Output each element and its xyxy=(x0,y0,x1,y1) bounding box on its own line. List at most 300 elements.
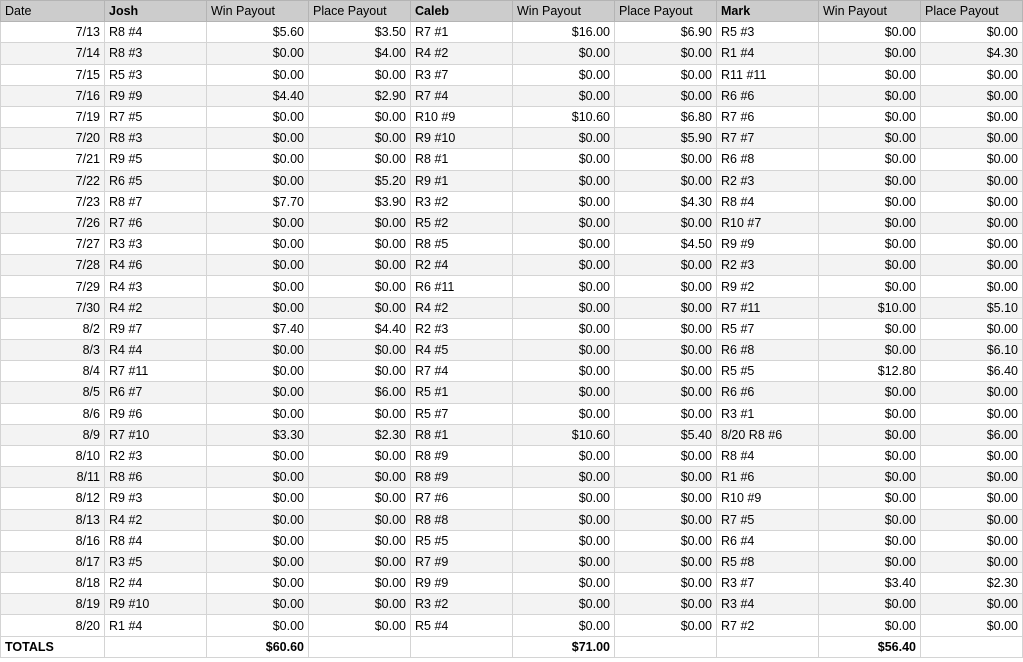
cell-date[interactable]: 7/20 xyxy=(1,128,105,149)
cell-mark-win[interactable]: $3.40 xyxy=(819,573,921,594)
cell-josh-pick[interactable]: R4 #2 xyxy=(105,297,207,318)
cell-mark-win[interactable]: $0.00 xyxy=(819,488,921,509)
cell-josh-win[interactable]: $0.00 xyxy=(207,43,309,64)
cell-josh-win[interactable]: $0.00 xyxy=(207,128,309,149)
cell-caleb-pick[interactable]: R3 #2 xyxy=(411,594,513,615)
cell-mark-pick[interactable]: R11 #11 xyxy=(717,64,819,85)
cell-mark-pick[interactable]: R7 #7 xyxy=(717,128,819,149)
cell-date[interactable]: 7/28 xyxy=(1,255,105,276)
cell-josh-win[interactable]: $3.30 xyxy=(207,424,309,445)
cell-caleb-pick[interactable]: R5 #7 xyxy=(411,403,513,424)
cell-josh-pick[interactable]: R4 #2 xyxy=(105,509,207,530)
cell-josh-win[interactable]: $0.00 xyxy=(207,530,309,551)
cell-mark-win[interactable]: $10.00 xyxy=(819,297,921,318)
cell-mark-pick[interactable]: R9 #2 xyxy=(717,276,819,297)
cell-caleb-pick[interactable]: R8 #1 xyxy=(411,424,513,445)
header-caleb-win[interactable]: Win Payout xyxy=(513,1,615,22)
cell-caleb-pick[interactable]: R7 #4 xyxy=(411,361,513,382)
cell-caleb-win[interactable]: $0.00 xyxy=(513,509,615,530)
cell-caleb-pick[interactable]: R2 #3 xyxy=(411,318,513,339)
cell-josh-place[interactable]: $0.00 xyxy=(309,403,411,424)
cell-josh-win[interactable]: $0.00 xyxy=(207,361,309,382)
cell-mark-pick[interactable]: R6 #8 xyxy=(717,149,819,170)
header-caleb-place[interactable]: Place Payout xyxy=(615,1,717,22)
cell-josh-place[interactable]: $4.40 xyxy=(309,318,411,339)
cell-date[interactable]: 7/14 xyxy=(1,43,105,64)
cell-josh-win[interactable]: $0.00 xyxy=(207,467,309,488)
cell-caleb-pick[interactable]: R5 #2 xyxy=(411,212,513,233)
cell-caleb-place[interactable]: $0.00 xyxy=(615,318,717,339)
cell-date[interactable]: 8/13 xyxy=(1,509,105,530)
cell-mark-win[interactable]: $0.00 xyxy=(819,551,921,572)
cell-josh-win[interactable]: $0.00 xyxy=(207,594,309,615)
cell-mark-pick[interactable]: R8 #4 xyxy=(717,191,819,212)
cell-josh-win[interactable]: $0.00 xyxy=(207,488,309,509)
cell-date[interactable]: 7/29 xyxy=(1,276,105,297)
cell-caleb-pick[interactable]: R10 #9 xyxy=(411,106,513,127)
cell-josh-win[interactable]: $0.00 xyxy=(207,234,309,255)
cell-mark-win[interactable]: $0.00 xyxy=(819,170,921,191)
cell-caleb-win[interactable]: $10.60 xyxy=(513,106,615,127)
cell-josh-place[interactable]: $0.00 xyxy=(309,234,411,255)
cell-josh-pick[interactable]: R2 #4 xyxy=(105,573,207,594)
cell-josh-place[interactable]: $3.50 xyxy=(309,22,411,43)
cell-caleb-place[interactable]: $6.80 xyxy=(615,106,717,127)
cell-mark-pick[interactable]: R6 #8 xyxy=(717,340,819,361)
cell-caleb-place[interactable]: $0.00 xyxy=(615,445,717,466)
totals-josh-place[interactable] xyxy=(309,636,411,657)
cell-josh-pick[interactable]: R9 #9 xyxy=(105,85,207,106)
cell-mark-win[interactable]: $0.00 xyxy=(819,106,921,127)
cell-caleb-pick[interactable]: R8 #5 xyxy=(411,234,513,255)
cell-josh-place[interactable]: $0.00 xyxy=(309,551,411,572)
cell-mark-pick[interactable]: R8 #4 xyxy=(717,445,819,466)
cell-caleb-win[interactable]: $0.00 xyxy=(513,234,615,255)
cell-mark-pick[interactable]: R9 #9 xyxy=(717,234,819,255)
cell-mark-win[interactable]: $0.00 xyxy=(819,128,921,149)
cell-caleb-win[interactable]: $0.00 xyxy=(513,255,615,276)
cell-josh-win[interactable]: $4.40 xyxy=(207,85,309,106)
cell-josh-place[interactable]: $0.00 xyxy=(309,255,411,276)
cell-caleb-pick[interactable]: R8 #1 xyxy=(411,149,513,170)
cell-josh-pick[interactable]: R8 #4 xyxy=(105,530,207,551)
cell-caleb-pick[interactable]: R8 #8 xyxy=(411,509,513,530)
cell-josh-win[interactable]: $0.00 xyxy=(207,276,309,297)
cell-mark-win[interactable]: $0.00 xyxy=(819,212,921,233)
cell-josh-place[interactable]: $5.20 xyxy=(309,170,411,191)
cell-mark-win[interactable]: $0.00 xyxy=(819,318,921,339)
cell-josh-place[interactable]: $0.00 xyxy=(309,615,411,636)
cell-mark-win[interactable]: $0.00 xyxy=(819,340,921,361)
cell-josh-place[interactable]: $2.30 xyxy=(309,424,411,445)
cell-caleb-pick[interactable]: R9 #9 xyxy=(411,573,513,594)
cell-mark-pick[interactable]: R6 #6 xyxy=(717,382,819,403)
cell-date[interactable]: 7/23 xyxy=(1,191,105,212)
cell-caleb-pick[interactable]: R3 #2 xyxy=(411,191,513,212)
cell-mark-win[interactable]: $0.00 xyxy=(819,615,921,636)
cell-caleb-win[interactable]: $0.00 xyxy=(513,212,615,233)
cell-josh-win[interactable]: $0.00 xyxy=(207,106,309,127)
cell-caleb-win[interactable]: $0.00 xyxy=(513,128,615,149)
cell-josh-place[interactable]: $0.00 xyxy=(309,530,411,551)
cell-caleb-win[interactable]: $0.00 xyxy=(513,318,615,339)
cell-caleb-pick[interactable]: R4 #2 xyxy=(411,297,513,318)
cell-josh-pick[interactable]: R4 #3 xyxy=(105,276,207,297)
cell-date[interactable]: 8/19 xyxy=(1,594,105,615)
cell-josh-pick[interactable]: R8 #7 xyxy=(105,191,207,212)
cell-caleb-place[interactable]: $0.00 xyxy=(615,594,717,615)
cell-caleb-place[interactable]: $0.00 xyxy=(615,403,717,424)
cell-caleb-place[interactable]: $0.00 xyxy=(615,573,717,594)
cell-josh-win[interactable]: $0.00 xyxy=(207,64,309,85)
cell-josh-pick[interactable]: R1 #4 xyxy=(105,615,207,636)
cell-caleb-place[interactable]: $0.00 xyxy=(615,361,717,382)
cell-caleb-place[interactable]: $0.00 xyxy=(615,488,717,509)
cell-mark-win[interactable]: $0.00 xyxy=(819,424,921,445)
cell-caleb-place[interactable]: $0.00 xyxy=(615,467,717,488)
cell-mark-place[interactable]: $0.00 xyxy=(921,488,1023,509)
cell-mark-place[interactable]: $6.00 xyxy=(921,424,1023,445)
cell-caleb-pick[interactable]: R4 #5 xyxy=(411,340,513,361)
cell-josh-place[interactable]: $0.00 xyxy=(309,276,411,297)
cell-josh-pick[interactable]: R7 #6 xyxy=(105,212,207,233)
cell-josh-place[interactable]: $0.00 xyxy=(309,509,411,530)
cell-mark-win[interactable]: $0.00 xyxy=(819,234,921,255)
cell-date[interactable]: 8/2 xyxy=(1,318,105,339)
cell-mark-win[interactable]: $0.00 xyxy=(819,255,921,276)
cell-josh-win[interactable]: $0.00 xyxy=(207,615,309,636)
cell-josh-pick[interactable]: R6 #7 xyxy=(105,382,207,403)
cell-caleb-win[interactable]: $0.00 xyxy=(513,488,615,509)
cell-josh-pick[interactable]: R6 #5 xyxy=(105,170,207,191)
cell-mark-pick[interactable]: R6 #6 xyxy=(717,85,819,106)
cell-caleb-win[interactable]: $0.00 xyxy=(513,551,615,572)
cell-josh-pick[interactable]: R4 #6 xyxy=(105,255,207,276)
cell-caleb-place[interactable]: $0.00 xyxy=(615,149,717,170)
cell-josh-win[interactable]: $0.00 xyxy=(207,170,309,191)
cell-josh-win[interactable]: $0.00 xyxy=(207,255,309,276)
cell-mark-pick[interactable]: 8/20 R8 #6 xyxy=(717,424,819,445)
cell-mark-win[interactable]: $0.00 xyxy=(819,276,921,297)
cell-mark-win[interactable]: $0.00 xyxy=(819,403,921,424)
cell-mark-place[interactable]: $0.00 xyxy=(921,64,1023,85)
cell-caleb-win[interactable]: $0.00 xyxy=(513,340,615,361)
cell-josh-place[interactable]: $0.00 xyxy=(309,488,411,509)
cell-mark-place[interactable]: $0.00 xyxy=(921,234,1023,255)
cell-date[interactable]: 7/19 xyxy=(1,106,105,127)
cell-caleb-place[interactable]: $0.00 xyxy=(615,340,717,361)
cell-caleb-place[interactable]: $0.00 xyxy=(615,255,717,276)
cell-mark-place[interactable]: $0.00 xyxy=(921,212,1023,233)
cell-mark-win[interactable]: $0.00 xyxy=(819,467,921,488)
cell-caleb-place[interactable]: $0.00 xyxy=(615,43,717,64)
cell-date[interactable]: 8/11 xyxy=(1,467,105,488)
cell-mark-win[interactable]: $0.00 xyxy=(819,445,921,466)
cell-caleb-win[interactable]: $0.00 xyxy=(513,276,615,297)
cell-josh-pick[interactable]: R7 #11 xyxy=(105,361,207,382)
cell-caleb-win[interactable]: $0.00 xyxy=(513,43,615,64)
cell-josh-pick[interactable]: R9 #10 xyxy=(105,594,207,615)
cell-josh-place[interactable]: $0.00 xyxy=(309,445,411,466)
header-mark-place[interactable]: Place Payout xyxy=(921,1,1023,22)
cell-caleb-place[interactable]: $4.50 xyxy=(615,234,717,255)
cell-josh-pick[interactable]: R9 #3 xyxy=(105,488,207,509)
cell-mark-place[interactable]: $0.00 xyxy=(921,128,1023,149)
cell-caleb-place[interactable]: $4.30 xyxy=(615,191,717,212)
cell-caleb-win[interactable]: $0.00 xyxy=(513,403,615,424)
cell-date[interactable]: 8/12 xyxy=(1,488,105,509)
cell-josh-place[interactable]: $2.90 xyxy=(309,85,411,106)
cell-josh-pick[interactable]: R3 #3 xyxy=(105,234,207,255)
cell-caleb-place[interactable]: $0.00 xyxy=(615,551,717,572)
cell-josh-place[interactable]: $0.00 xyxy=(309,149,411,170)
cell-caleb-pick[interactable]: R7 #6 xyxy=(411,488,513,509)
cell-date[interactable]: 8/3 xyxy=(1,340,105,361)
cell-josh-place[interactable]: $0.00 xyxy=(309,64,411,85)
cell-mark-win[interactable]: $0.00 xyxy=(819,22,921,43)
cell-josh-place[interactable]: $0.00 xyxy=(309,106,411,127)
cell-caleb-place[interactable]: $0.00 xyxy=(615,276,717,297)
cell-caleb-win[interactable]: $0.00 xyxy=(513,530,615,551)
cell-caleb-place[interactable]: $5.90 xyxy=(615,128,717,149)
cell-caleb-win[interactable]: $0.00 xyxy=(513,445,615,466)
cell-caleb-pick[interactable]: R3 #7 xyxy=(411,64,513,85)
totals-caleb-place[interactable] xyxy=(615,636,717,657)
cell-mark-pick[interactable]: R2 #3 xyxy=(717,255,819,276)
cell-date[interactable]: 8/4 xyxy=(1,361,105,382)
totals-caleb-win[interactable]: $71.00 xyxy=(513,636,615,657)
cell-mark-place[interactable]: $0.00 xyxy=(921,149,1023,170)
cell-caleb-pick[interactable]: R7 #1 xyxy=(411,22,513,43)
header-mark-win[interactable]: Win Payout xyxy=(819,1,921,22)
cell-caleb-win[interactable]: $0.00 xyxy=(513,467,615,488)
header-mark[interactable]: Mark xyxy=(717,1,819,22)
cell-date[interactable]: 7/16 xyxy=(1,85,105,106)
cell-josh-win[interactable]: $0.00 xyxy=(207,509,309,530)
header-date[interactable]: Date xyxy=(1,1,105,22)
totals-mark-win[interactable]: $56.40 xyxy=(819,636,921,657)
header-josh-place[interactable]: Place Payout xyxy=(309,1,411,22)
cell-mark-place[interactable]: $0.00 xyxy=(921,551,1023,572)
cell-caleb-win[interactable]: $0.00 xyxy=(513,149,615,170)
cell-mark-win[interactable]: $12.80 xyxy=(819,361,921,382)
cell-mark-place[interactable]: $5.10 xyxy=(921,297,1023,318)
cell-josh-place[interactable]: $0.00 xyxy=(309,594,411,615)
cell-josh-place[interactable]: $0.00 xyxy=(309,340,411,361)
cell-date[interactable]: 7/21 xyxy=(1,149,105,170)
cell-mark-win[interactable]: $0.00 xyxy=(819,530,921,551)
cell-josh-win[interactable]: $5.60 xyxy=(207,22,309,43)
cell-date[interactable]: 7/15 xyxy=(1,64,105,85)
cell-caleb-pick[interactable]: R4 #2 xyxy=(411,43,513,64)
cell-caleb-place[interactable]: $0.00 xyxy=(615,530,717,551)
cell-caleb-place[interactable]: $0.00 xyxy=(615,85,717,106)
cell-mark-pick[interactable]: R1 #6 xyxy=(717,467,819,488)
cell-josh-win[interactable]: $7.70 xyxy=(207,191,309,212)
cell-caleb-win[interactable]: $0.00 xyxy=(513,297,615,318)
cell-mark-pick[interactable]: R5 #8 xyxy=(717,551,819,572)
cell-mark-place[interactable]: $0.00 xyxy=(921,170,1023,191)
cell-caleb-pick[interactable]: R7 #9 xyxy=(411,551,513,572)
cell-caleb-place[interactable]: $0.00 xyxy=(615,297,717,318)
cell-caleb-win[interactable]: $0.00 xyxy=(513,594,615,615)
cell-mark-place[interactable]: $4.30 xyxy=(921,43,1023,64)
cell-josh-win[interactable]: $0.00 xyxy=(207,340,309,361)
cell-caleb-win[interactable]: $0.00 xyxy=(513,382,615,403)
cell-mark-win[interactable]: $0.00 xyxy=(819,85,921,106)
cell-mark-place[interactable]: $0.00 xyxy=(921,106,1023,127)
cell-mark-win[interactable]: $0.00 xyxy=(819,64,921,85)
cell-caleb-win[interactable]: $0.00 xyxy=(513,191,615,212)
cell-mark-place[interactable]: $6.10 xyxy=(921,340,1023,361)
cell-caleb-place[interactable]: $0.00 xyxy=(615,212,717,233)
cell-caleb-place[interactable]: $0.00 xyxy=(615,64,717,85)
cell-caleb-place[interactable]: $6.90 xyxy=(615,22,717,43)
cell-caleb-win[interactable]: $16.00 xyxy=(513,22,615,43)
totals-josh-win[interactable]: $60.60 xyxy=(207,636,309,657)
cell-josh-place[interactable]: $0.00 xyxy=(309,212,411,233)
cell-date[interactable]: 7/30 xyxy=(1,297,105,318)
cell-josh-pick[interactable]: R3 #5 xyxy=(105,551,207,572)
cell-date[interactable]: 7/26 xyxy=(1,212,105,233)
cell-josh-pick[interactable]: R9 #6 xyxy=(105,403,207,424)
totals-caleb-pick[interactable] xyxy=(411,636,513,657)
cell-josh-win[interactable]: $0.00 xyxy=(207,212,309,233)
cell-mark-pick[interactable]: R7 #5 xyxy=(717,509,819,530)
cell-caleb-win[interactable]: $0.00 xyxy=(513,573,615,594)
cell-josh-place[interactable]: $0.00 xyxy=(309,297,411,318)
cell-mark-place[interactable]: $0.00 xyxy=(921,318,1023,339)
cell-mark-place[interactable]: $0.00 xyxy=(921,445,1023,466)
cell-caleb-win[interactable]: $0.00 xyxy=(513,615,615,636)
cell-mark-place[interactable]: $0.00 xyxy=(921,85,1023,106)
cell-caleb-pick[interactable]: R9 #1 xyxy=(411,170,513,191)
cell-date[interactable]: 8/6 xyxy=(1,403,105,424)
cell-josh-pick[interactable]: R8 #3 xyxy=(105,128,207,149)
cell-caleb-place[interactable]: $0.00 xyxy=(615,382,717,403)
cell-josh-pick[interactable]: R7 #5 xyxy=(105,106,207,127)
cell-josh-place[interactable]: $0.00 xyxy=(309,128,411,149)
cell-mark-place[interactable]: $0.00 xyxy=(921,276,1023,297)
cell-date[interactable]: 7/22 xyxy=(1,170,105,191)
cell-date[interactable]: 8/10 xyxy=(1,445,105,466)
cell-mark-pick[interactable]: R10 #9 xyxy=(717,488,819,509)
cell-josh-pick[interactable]: R8 #6 xyxy=(105,467,207,488)
cell-caleb-pick[interactable]: R7 #4 xyxy=(411,85,513,106)
cell-josh-place[interactable]: $0.00 xyxy=(309,467,411,488)
cell-mark-win[interactable]: $0.00 xyxy=(819,43,921,64)
cell-date[interactable]: 8/17 xyxy=(1,551,105,572)
cell-mark-place[interactable]: $6.40 xyxy=(921,361,1023,382)
header-caleb[interactable]: Caleb xyxy=(411,1,513,22)
cell-caleb-place[interactable]: $0.00 xyxy=(615,509,717,530)
cell-mark-place[interactable]: $0.00 xyxy=(921,191,1023,212)
cell-josh-pick[interactable]: R5 #3 xyxy=(105,64,207,85)
cell-caleb-pick[interactable]: R8 #9 xyxy=(411,467,513,488)
cell-josh-win[interactable]: $0.00 xyxy=(207,149,309,170)
totals-josh-pick[interactable] xyxy=(105,636,207,657)
header-josh-win[interactable]: Win Payout xyxy=(207,1,309,22)
cell-date[interactable]: 8/9 xyxy=(1,424,105,445)
cell-josh-pick[interactable]: R7 #10 xyxy=(105,424,207,445)
cell-mark-place[interactable]: $0.00 xyxy=(921,530,1023,551)
cell-caleb-place[interactable]: $0.00 xyxy=(615,170,717,191)
cell-date[interactable]: 7/13 xyxy=(1,22,105,43)
totals-label[interactable]: TOTALS xyxy=(1,636,105,657)
cell-josh-win[interactable]: $7.40 xyxy=(207,318,309,339)
cell-mark-win[interactable]: $0.00 xyxy=(819,382,921,403)
cell-josh-pick[interactable]: R8 #4 xyxy=(105,22,207,43)
cell-caleb-pick[interactable]: R2 #4 xyxy=(411,255,513,276)
cell-mark-place[interactable]: $0.00 xyxy=(921,255,1023,276)
cell-mark-place[interactable]: $2.30 xyxy=(921,573,1023,594)
cell-josh-place[interactable]: $3.90 xyxy=(309,191,411,212)
cell-mark-pick[interactable]: R5 #5 xyxy=(717,361,819,382)
cell-josh-win[interactable]: $0.00 xyxy=(207,297,309,318)
cell-caleb-pick[interactable]: R5 #5 xyxy=(411,530,513,551)
cell-mark-pick[interactable]: R3 #7 xyxy=(717,573,819,594)
cell-caleb-win[interactable]: $0.00 xyxy=(513,85,615,106)
cell-date[interactable]: 8/18 xyxy=(1,573,105,594)
cell-mark-pick[interactable]: R7 #11 xyxy=(717,297,819,318)
cell-mark-win[interactable]: $0.00 xyxy=(819,594,921,615)
cell-mark-pick[interactable]: R10 #7 xyxy=(717,212,819,233)
cell-josh-pick[interactable]: R8 #3 xyxy=(105,43,207,64)
cell-caleb-win[interactable]: $10.60 xyxy=(513,424,615,445)
cell-caleb-pick[interactable]: R8 #9 xyxy=(411,445,513,466)
totals-mark-place[interactable] xyxy=(921,636,1023,657)
cell-josh-win[interactable]: $0.00 xyxy=(207,445,309,466)
cell-mark-win[interactable]: $0.00 xyxy=(819,509,921,530)
totals-mark-pick[interactable] xyxy=(717,636,819,657)
cell-josh-place[interactable]: $6.00 xyxy=(309,382,411,403)
cell-josh-win[interactable]: $0.00 xyxy=(207,573,309,594)
cell-mark-pick[interactable]: R3 #4 xyxy=(717,594,819,615)
cell-caleb-win[interactable]: $0.00 xyxy=(513,64,615,85)
cell-mark-pick[interactable]: R1 #4 xyxy=(717,43,819,64)
cell-mark-pick[interactable]: R5 #3 xyxy=(717,22,819,43)
cell-mark-pick[interactable]: R2 #3 xyxy=(717,170,819,191)
cell-josh-win[interactable]: $0.00 xyxy=(207,551,309,572)
cell-caleb-win[interactable]: $0.00 xyxy=(513,170,615,191)
cell-josh-pick[interactable]: R9 #5 xyxy=(105,149,207,170)
cell-mark-pick[interactable]: R7 #2 xyxy=(717,615,819,636)
cell-mark-pick[interactable]: R6 #4 xyxy=(717,530,819,551)
cell-caleb-pick[interactable]: R6 #11 xyxy=(411,276,513,297)
cell-mark-pick[interactable]: R5 #7 xyxy=(717,318,819,339)
cell-mark-place[interactable]: $0.00 xyxy=(921,382,1023,403)
cell-date[interactable]: 7/27 xyxy=(1,234,105,255)
cell-mark-place[interactable]: $0.00 xyxy=(921,22,1023,43)
cell-date[interactable]: 8/16 xyxy=(1,530,105,551)
cell-date[interactable]: 8/20 xyxy=(1,615,105,636)
cell-josh-pick[interactable]: R9 #7 xyxy=(105,318,207,339)
cell-mark-place[interactable]: $0.00 xyxy=(921,615,1023,636)
cell-caleb-pick[interactable]: R5 #1 xyxy=(411,382,513,403)
cell-josh-win[interactable]: $0.00 xyxy=(207,382,309,403)
cell-josh-win[interactable]: $0.00 xyxy=(207,403,309,424)
cell-josh-pick[interactable]: R2 #3 xyxy=(105,445,207,466)
cell-mark-place[interactable]: $0.00 xyxy=(921,509,1023,530)
cell-josh-place[interactable]: $0.00 xyxy=(309,361,411,382)
cell-josh-place[interactable]: $0.00 xyxy=(309,573,411,594)
cell-mark-pick[interactable]: R7 #6 xyxy=(717,106,819,127)
cell-caleb-place[interactable]: $0.00 xyxy=(615,615,717,636)
cell-caleb-pick[interactable]: R5 #4 xyxy=(411,615,513,636)
cell-josh-place[interactable]: $4.00 xyxy=(309,43,411,64)
cell-josh-pick[interactable]: R4 #4 xyxy=(105,340,207,361)
cell-caleb-win[interactable]: $0.00 xyxy=(513,361,615,382)
